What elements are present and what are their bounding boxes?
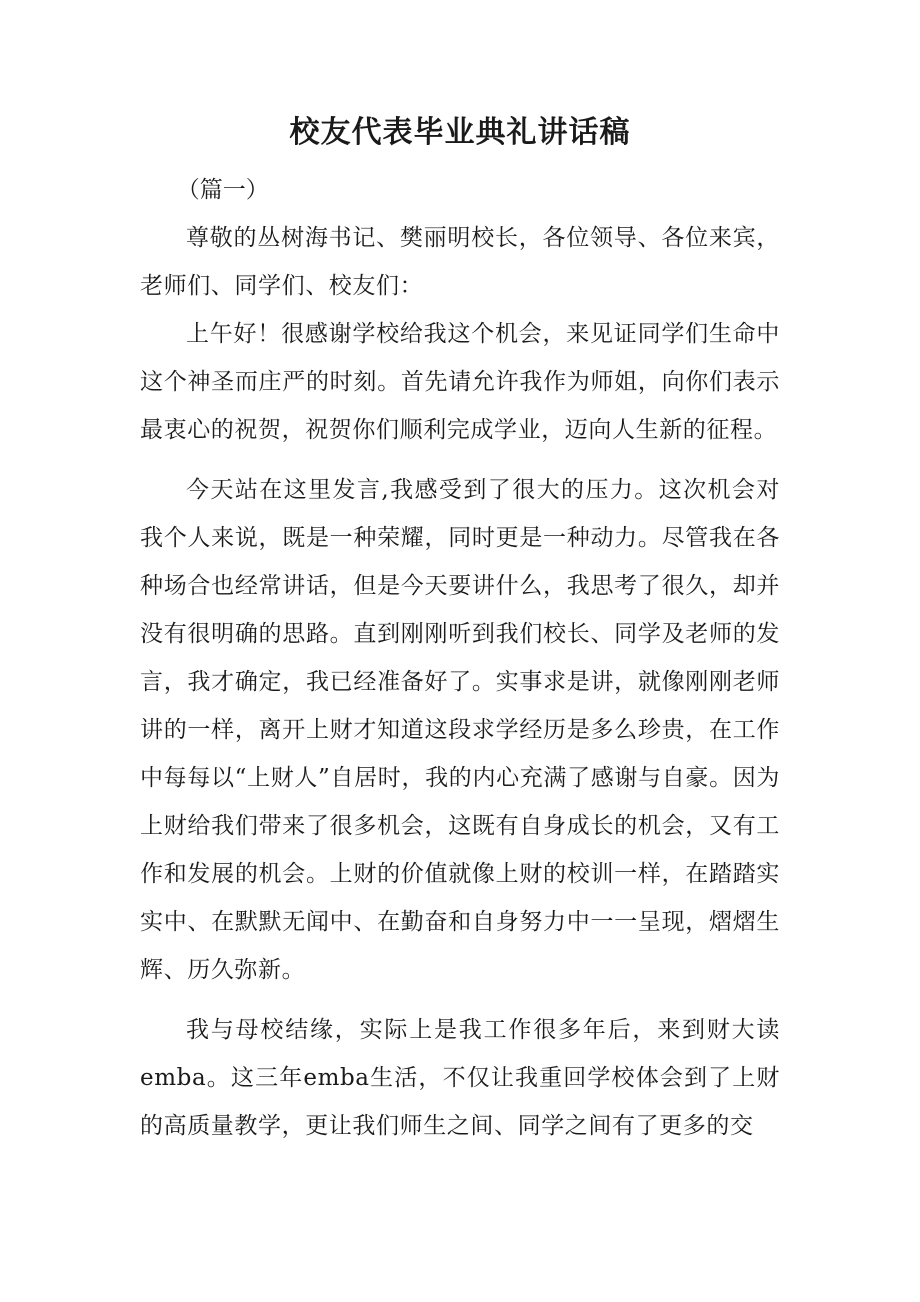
paragraph-reflection: 今天站在这里发言,我感受到了很大的压力。这次机会对我个人来说，既是一种荣耀，同时更是一种动力。尽管我在各种场合也经常讲话，但是今天要讲什么，我思考了很久，却并没有很明确的思路。直到刚刚听到我们校长、同学及老师的发言，我才确定，我已经准备好了。实事求是讲，就像刚刚老师讲的一样，离开上财才知道这段求学经历是多么珍贵，在工作中每每以“上财人”自居时，我的内心充满了感谢与自豪。因为上财给我们带来了很多机会，这既有自身成长的机会，又有工作和发展的机会。上财的价值就像上财的校训一样，在踏踏实实中、在默默无闻中、在勤奋和自身努力中一一呈现，熠熠生辉、历久弥新。 (140, 477, 780, 983)
paragraph-salutation: 尊敬的丛树海书记、樊丽明校长，各位领导、各位来宾，老师们、同学们、校友们： (140, 225, 780, 299)
paragraph-emba: 我与母校结缘，实际上是我工作很多年后，来到财大读emba。这三年emba生活，不仅让我重回学校体会到了上财的高质量教学，更让我们师生之间、同学之间有了更多的交 (140, 1017, 780, 1139)
document-title: 校友代表毕业典礼讲话稿 (289, 115, 631, 150)
section-label: （篇一） (176, 177, 269, 203)
paragraph-greeting: 上午好！很感谢学校给我这个机会，来见证同学们生命中这个神圣而庄严的时刻。首先请允许我作为师姐，向你们表示最衷心的祝贺，祝贺你们顺利完成学业，迈向人生新的征程。 (140, 321, 780, 443)
document-body (140, 166, 780, 1150)
